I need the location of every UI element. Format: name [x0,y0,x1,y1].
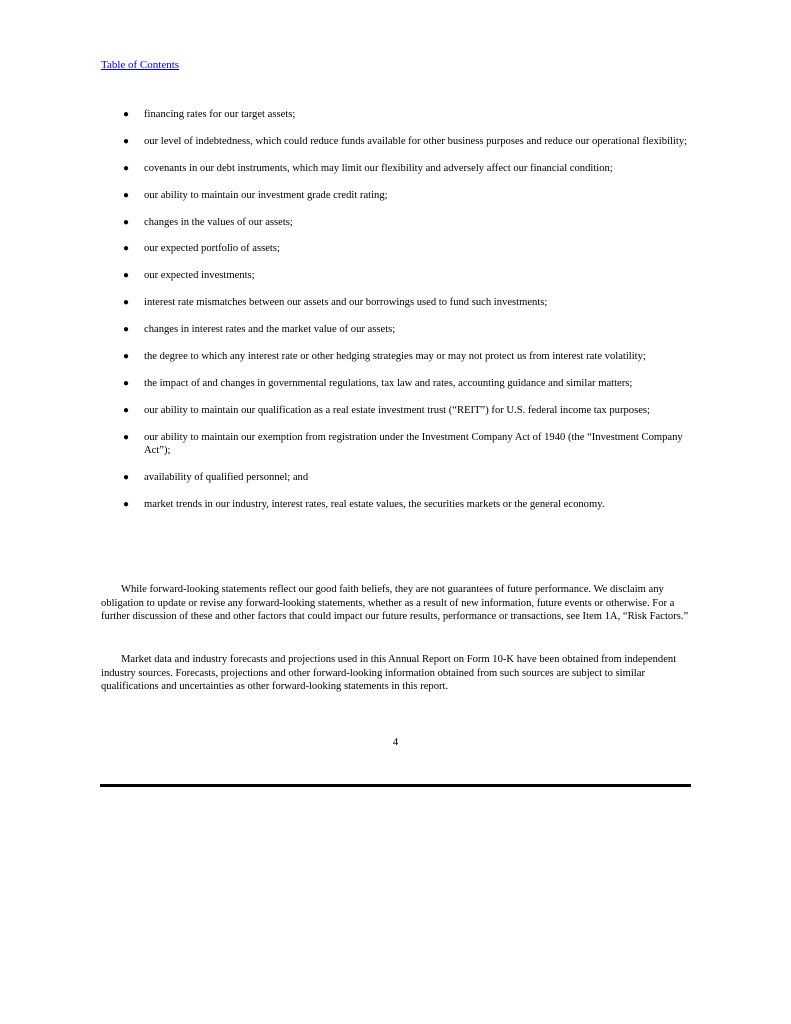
list-item [101,498,691,512]
list-item-text: interest rate mismatches between our assets and our borrowings used to fund such investments; [144,297,548,309]
list-item-text: our expected portfolio of assets; [144,243,280,255]
bullet-icon: ● [123,135,130,147]
table-of-contents-link[interactable]: Table of Contents [101,59,180,71]
market-data-paragraph: Market data and industry forecasts and projections used in this Annual Report on Form 10-K have been obtained from independent industry sources. Forecasts, projections and other forward-looking information obtained from such sources are subject to similar qualifications and uncertainties as other forward-looking statements in this report. [101,654,677,692]
bullet-icon: ● [123,472,130,484]
forward-looking-disclaimer-paragraph: While forward-looking statements reflect our good faith beliefs, they are not guarantees of future performance. We disclaim any obligation to update or revise any forward-looking statements, whether as a result of new information, future events or otherwise. For a further discussion of these and other factors that could impact our future results, performance or transactions, see Item 1A, “Risk Factors.” [101,584,689,622]
bullet-icon: ● [123,216,130,228]
list-item-text: our expected investments; [144,270,255,282]
bullet-icon: ● [123,162,130,174]
list-item [101,162,691,176]
list-item [101,108,691,122]
list-item [101,431,691,458]
list-item [101,350,691,364]
list-item-text: changes in the values of our assets; [144,216,293,228]
list-item [101,269,691,283]
bullet-icon: ● [123,498,130,510]
list-item-text: our ability to maintain our exemption from registration under the Investment Company Act of 1940 (the “Investment Company Act”); [144,431,683,457]
bullet-icon: ● [123,324,130,336]
bullet-icon: ● [123,377,130,389]
bullet-icon: ● [123,243,130,255]
list-item [101,377,691,391]
list-item [101,323,691,337]
list-item [101,242,691,256]
list-item-text: covenants in our debt instruments, which may limit our flexibility and adversely affect our financial condition; [144,162,613,174]
bullet-icon: ● [123,351,130,363]
list-item [101,471,691,485]
list-item-text: financing rates for our target assets; [144,109,296,120]
bullet-icon: ● [123,270,130,282]
list-item-text: our level of indebtedness, which could reduce funds available for other business purposes and reduce our operational flexibility; [144,135,688,147]
bullet-icon: ● [123,431,130,443]
list-item-text: availability of qualified personnel; and [144,472,309,484]
forward-looking-factors-list [101,108,691,525]
list-item-text: market trends in our industry, interest rates, real estate values, the securities markets or the general economy. [144,498,605,510]
list-item-text: changes in interest rates and the market value of our assets; [144,324,396,336]
list-item-text: our ability to maintain our qualification as a real estate investment trust (“REIT”) for U.S. federal income tax purposes; [144,404,650,416]
list-item [101,216,691,230]
list-item-text: our ability to maintain our investment grade credit rating; [144,189,388,201]
list-item [101,296,691,310]
bullet-icon: ● [123,109,130,120]
list-item [101,135,691,149]
list-item-text: the impact of and changes in governmental regulations, tax law and rates, accounting guidance and similar matters; [144,377,633,389]
bullet-icon: ● [123,297,130,309]
list-item-text: the degree to which any interest rate or other hedging strategies may or may not protect us from interest rate volatility; [144,351,646,363]
page-footer-divider [100,784,691,787]
page-number: 4 [392,736,399,748]
list-item [101,189,691,203]
bullet-icon: ● [123,189,130,201]
bullet-icon: ● [123,404,130,416]
list-item [101,404,691,418]
